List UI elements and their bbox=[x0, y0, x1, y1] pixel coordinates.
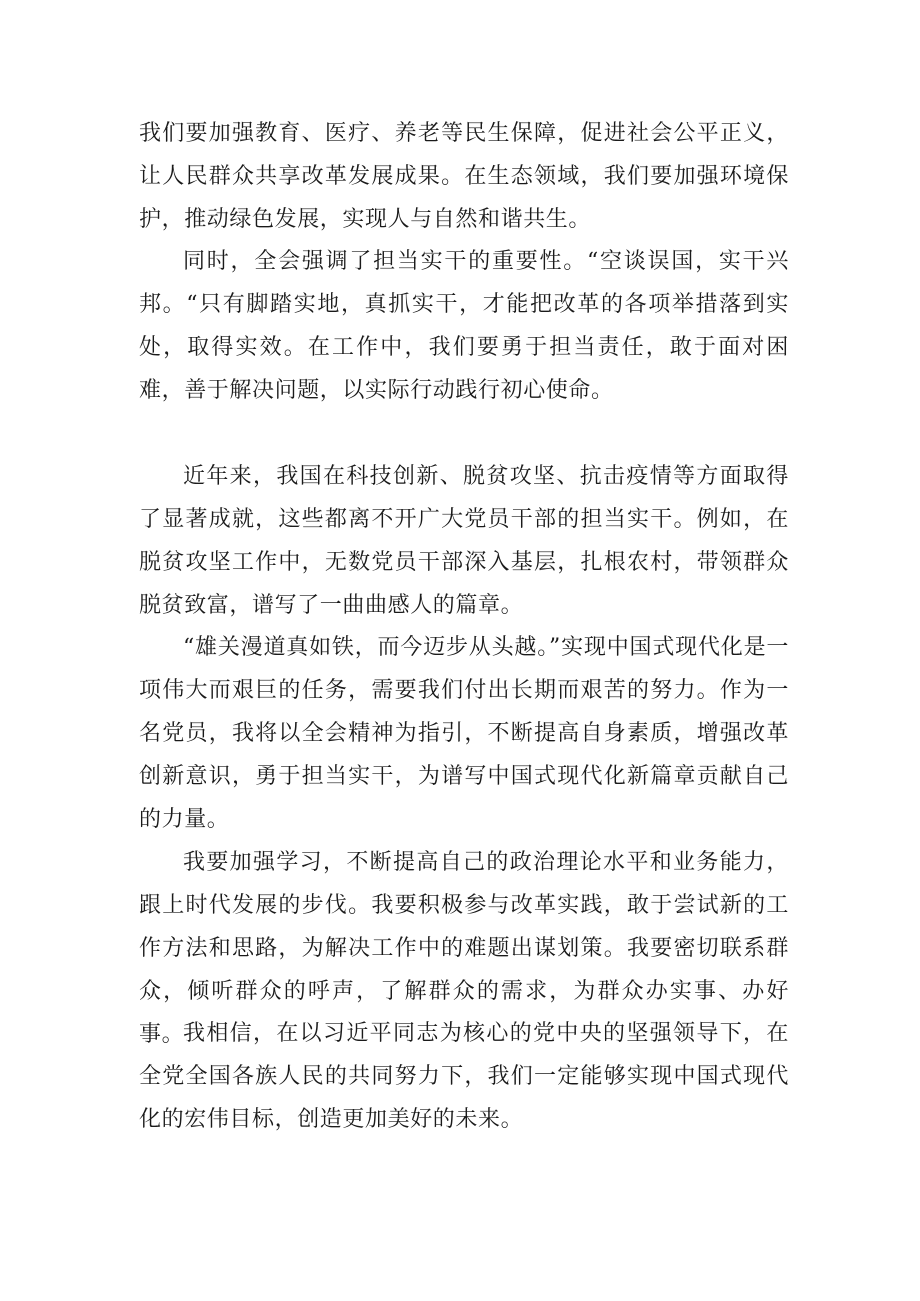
paragraph-5: 我要加强学习，不断提高自己的政治理论水平和业务能力，跟上时代发展的步伐。我要积极参与改革实践，敢于尝试新的工作方法和思路，为解决工作中的难题出谋划策。我要密切联系群众，倾听群众的呼声，了解群众的需求，为群众办实事、办好事。 bbox=[139, 850, 789, 1047]
paragraph-2: 同时，全会强调了担当实干的重要性。“空谈误国，实干兴邦。“只有脚踏实地，真抓实干，才能把改革的各项举措落到实处，取得实效。在工作中，我们要勇于担当责任，敢于面对困难，善于解决问题，以实际行动践行初心使命。 bbox=[139, 249, 789, 403]
paragraph-continuation: 我们要加强教育、医疗、养老等民生保障，促进社会公平正义，让人民群众共享改革发展成果。在生态领域，我们要加强环境保护，推动绿色发展，实现人与自然和谐共生。 bbox=[139, 121, 789, 232]
paragraph-3: 近年来，我国在科技创新、脱贫攻坚、抗击疫情等方面取得了显著成就，这些都离不开广大党员干部的担当实干。例如，在脱贫攻坚工作中，无数党员干部深入基层，扎根农村，带领群众脱贫致富，谱写了一曲曲感人的篇章。 bbox=[139, 464, 789, 618]
paragraph-4: “雄关漫道真如铁，而今迈步从头越。”实现中国式现代化是一项伟大而艰巨的任务，需要我们付出长期而艰苦的努力。作为一名党员，我将以全会精神为指引，不断提高自身素质，增强改革创新意识，勇于担当实干，为谱写中国式现代化新篇章贡献自己的力量。 bbox=[139, 635, 789, 832]
paragraph-6: 我相信，在以习近平同志为核心的党中央的坚强领导下，在全党全国各族人民的共同努力下，我们一定能够实现中国式现代化的宏伟目标，创造更加美好的未来。 bbox=[139, 1021, 789, 1132]
